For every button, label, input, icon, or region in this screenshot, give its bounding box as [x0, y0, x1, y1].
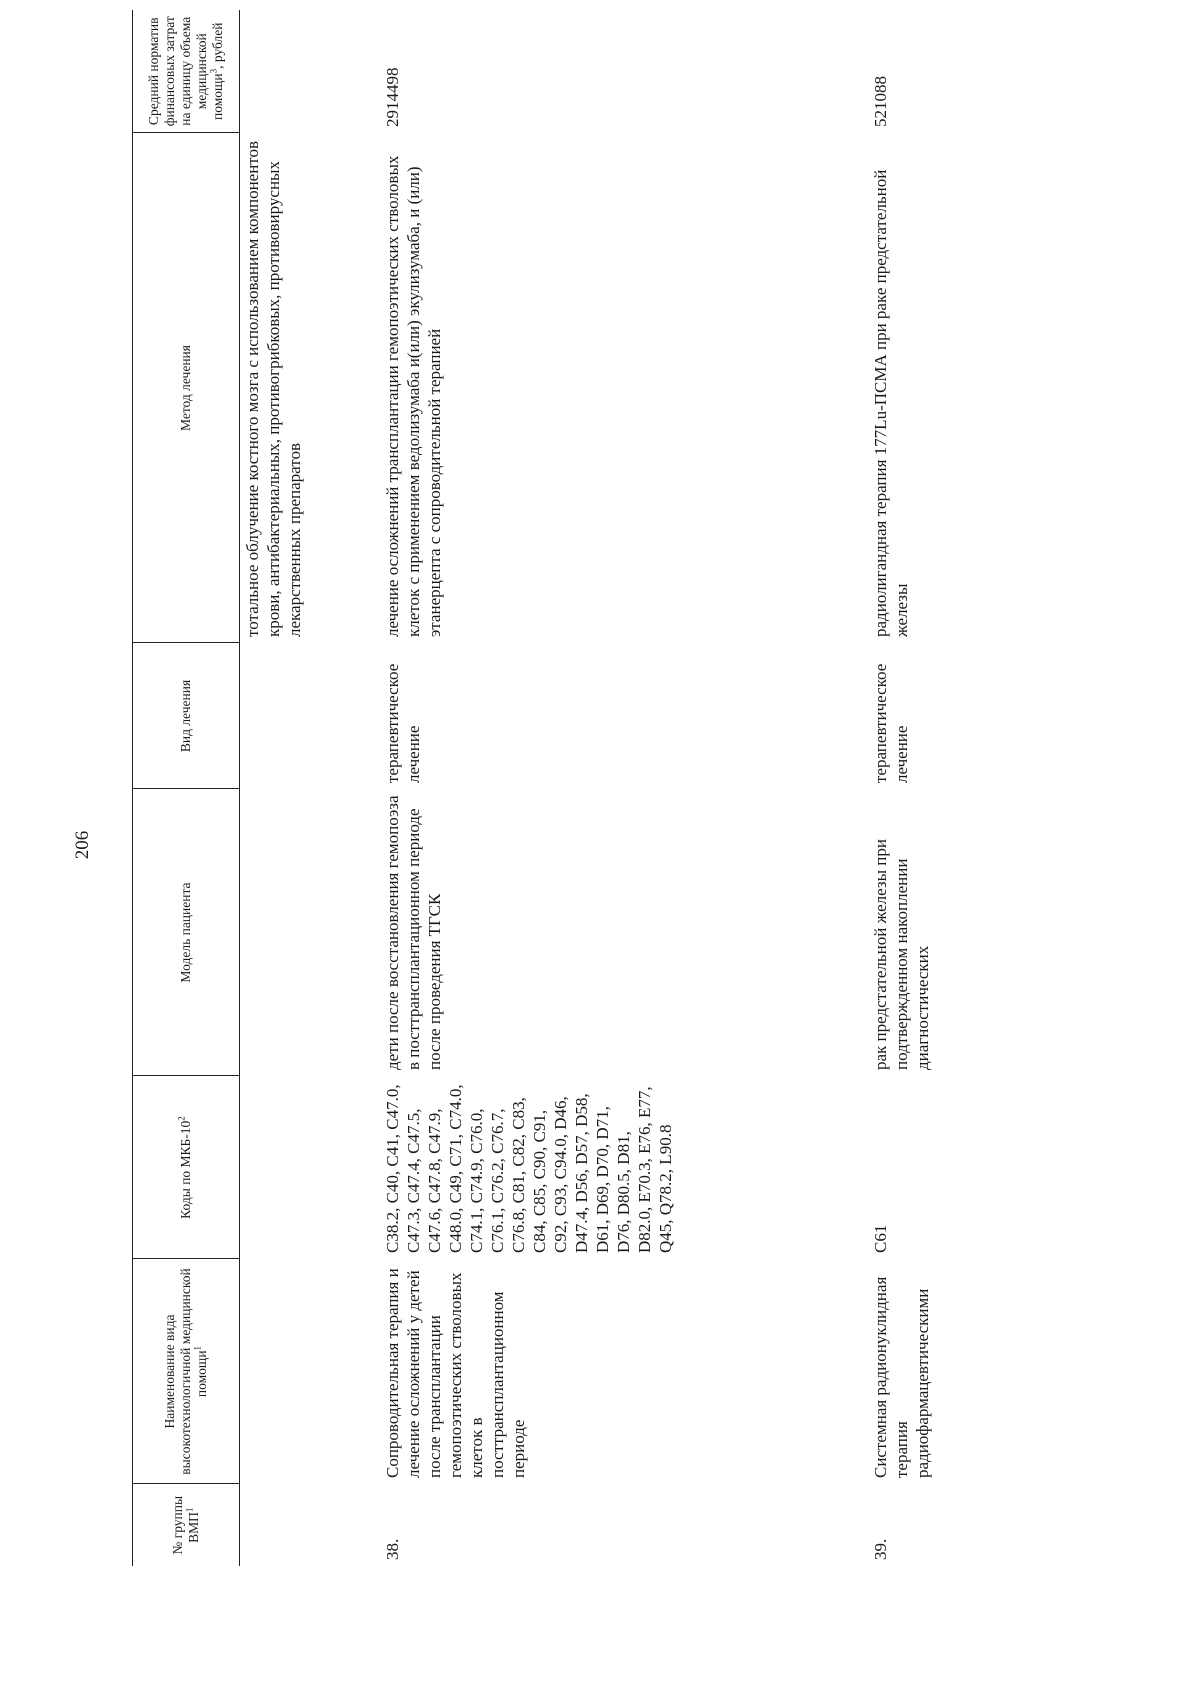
header-vmp-name: Наименование вида высокотехнологичной медицинской помощи$^1$ — [133, 1259, 240, 1484]
header-icd-codes: Коды по МКБ-$10^2$ — [133, 1076, 240, 1259]
cell-treatment-type: терапевтическое лечение — [871, 663, 911, 783]
cell-group-no: 38. — [383, 1538, 402, 1560]
cell-treatment-method: тотальное облучение костного мозга с использованием компонентов крови, антибактериальных, противогрибковых, противовирусных лекарственных препаратов — [243, 140, 304, 637]
header-patient-model: Модель пациента — [133, 789, 240, 1076]
cell-icd-codes: C61 — [871, 1224, 890, 1253]
cell-cost: 2914498 — [383, 67, 402, 127]
cell-vmp-name: Сопроводительная терапия и лечение осложнений у детей после трансплантации гемопоэтических стволовых клеток в посттрансплантационном периоде — [383, 1268, 528, 1478]
table-header-row — [133, 10, 240, 1566]
cell-patient-model: рак предстательной железы при подтвержденном накоплении диагностических — [871, 839, 932, 1070]
table-row — [380, 10, 868, 1566]
table-row — [868, 10, 933, 1566]
cell-patient-model: дети после восстановления гемопоэза в посттрансплантационном периоде после проведения ТГСК — [383, 795, 444, 1070]
header-treatment-method: Метод лечения — [133, 133, 240, 643]
cell-treatment-type: терапевтическое лечение — [383, 663, 423, 783]
cell-treatment-method: радиолигандная терапия 177Lu-ПСМА при раке предстательной железы — [871, 169, 911, 637]
page-number: 206 — [72, 830, 93, 860]
cell-vmp-name: Системная радионуклидная терапия радиофармацевтическими — [871, 1276, 932, 1478]
vmp-table — [132, 10, 933, 1566]
header-treatment-type: Вид лечения — [133, 643, 240, 789]
table-row-continuation — [240, 10, 381, 1566]
header-group-no: № группы ВМП$^1$ — [133, 1484, 240, 1566]
cell-treatment-method: лечение осложнений трансплантации гемопоэтических стволовых клеток с применением ведолизумаба и(или) экулизумаба, и (или) этанерцепта с сопроводительной терапией — [383, 155, 444, 637]
cell-cost: 521088 — [871, 76, 890, 127]
cell-group-no: 39. — [871, 1538, 890, 1560]
cell-icd-codes: C38.2, C40, C41, C47.0, C47.3, C47.4, C47.5, C47.6, C47.8, C47.9, C48.0, C49, C71, C74.0, C74.1, C74.9, C76.0, C76.1, C76.2, C76.7, C76.8, C81, C82, C83, C84, C85, C90, C91, C92, C93, C94.0, D46, D47.4, D56, D57, D58, D61, D69, D70, D71, D76, D80.5, D81, D82.0, E70.3, E76, E77, Q45, Q78.2, L90.8 — [383, 1084, 675, 1253]
header-cost: Средний норматив финансовых затрат на единицу объема медицинской помощи$^3$, рублей — [133, 10, 240, 133]
